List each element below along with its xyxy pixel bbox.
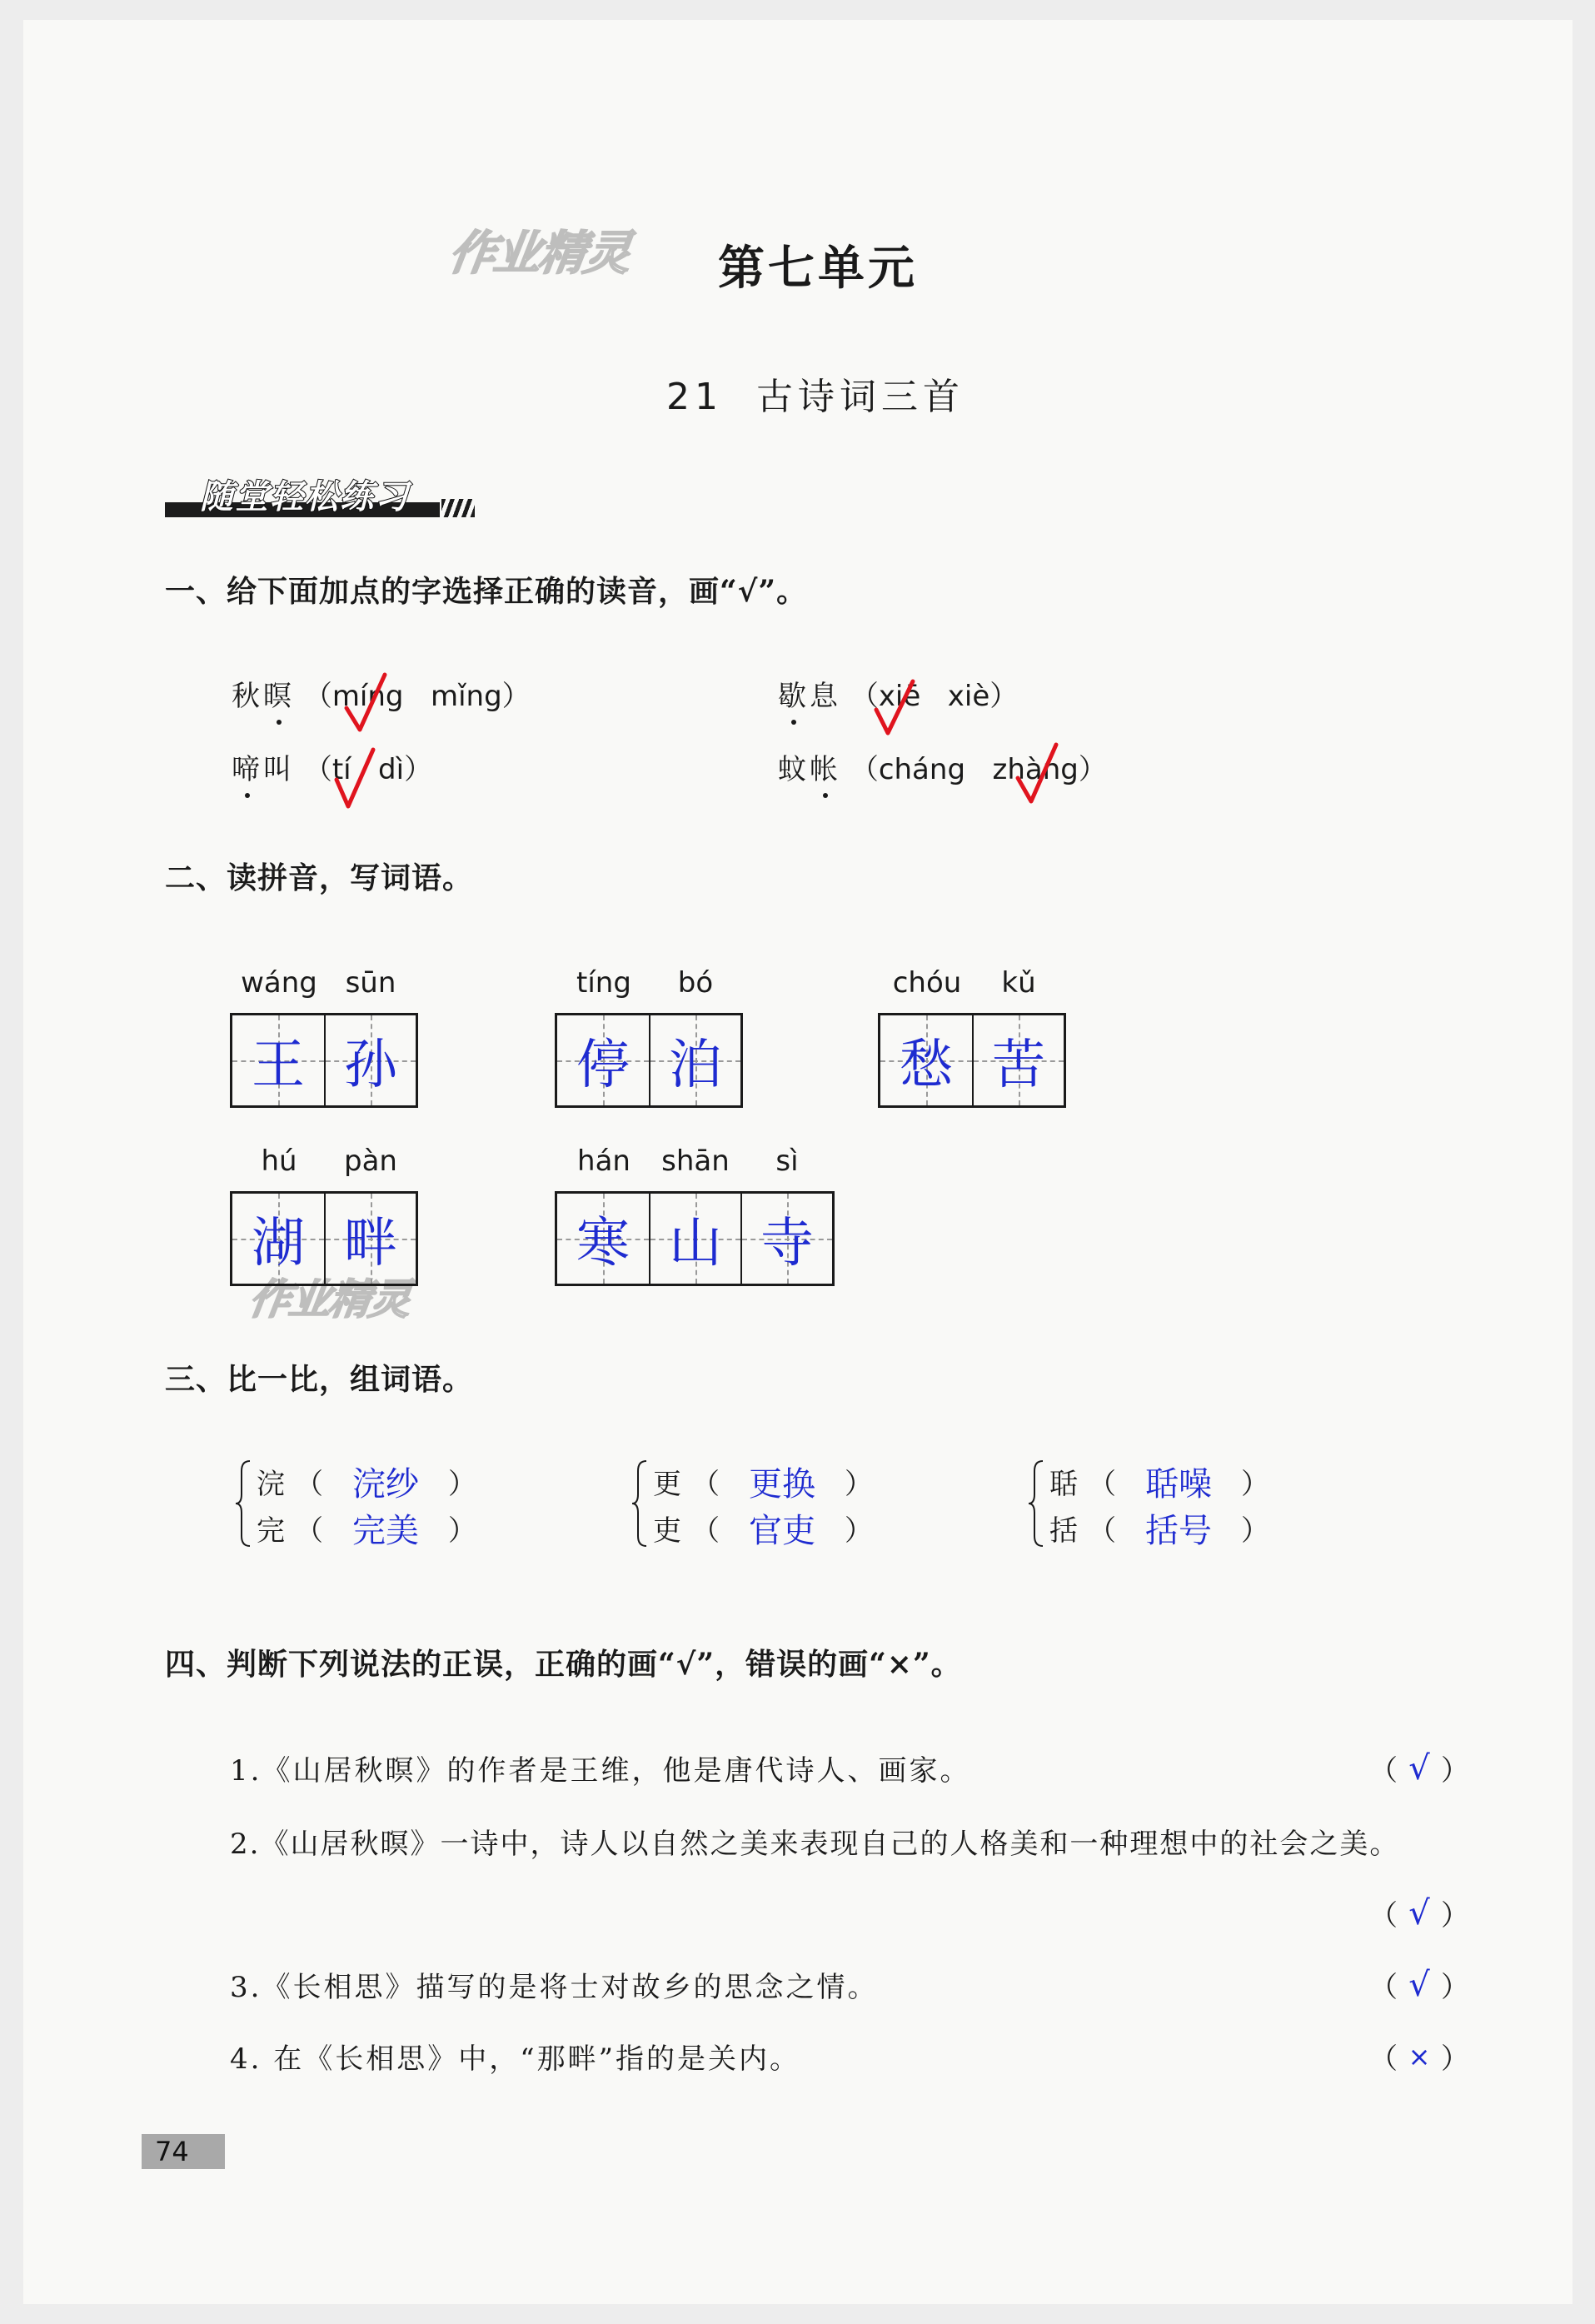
character-cell[interactable]: 孙 [324,1015,416,1105]
character-cell[interactable]: 山 [649,1194,740,1284]
character-cell[interactable]: 泊 [649,1015,740,1105]
compare-group [1028,1458,1311,1549]
character-cell[interactable]: 湖 [232,1194,324,1284]
pinyin-label: chóu [892,966,962,1000]
character-cell[interactable]: 寒 [557,1194,649,1284]
character-cell[interactable]: 王 [232,1015,324,1105]
character-cell[interactable]: 畔 [324,1194,416,1284]
watermark-middle: 作业精灵 [246,1275,413,1324]
brace-icon [631,1459,650,1548]
option-1a[interactable]: míng [331,680,404,713]
answer-mark: √ [1408,1748,1430,1788]
option-1b[interactable]: mǐng [430,680,502,713]
pinyin-label: sūn [345,966,396,1000]
pinyin-label: shān [661,1145,730,1178]
character-grid [230,1191,418,1286]
unit-title: 第七单元 [718,241,918,296]
option-4a[interactable]: cháng [878,753,966,786]
character-cell[interactable]: 苦 [972,1015,1064,1105]
character-cell[interactable]: 寺 [740,1194,832,1284]
pinyin-choice-4: 蚊帐 （cháng zhàng） [778,753,1107,786]
compare-row: 更 （ 更换 ） [653,1458,873,1505]
option-3a[interactable]: tí [331,753,351,786]
pinyin-choice-1: 秋暝 （míng mǐng） [232,680,531,713]
pinyin-row [558,966,746,1000]
pinyin-row [233,1145,421,1178]
answer-mark: √ [1408,1965,1430,2004]
pinyin-label: kǔ [1001,966,1036,1000]
pinyin-row [558,1145,838,1178]
section-banner [165,471,473,521]
judge-answer-2[interactable]: （ √ ） [1369,1893,1469,1933]
option-2b[interactable]: xiè [947,680,990,713]
answer-mark: × [1408,2040,1431,2072]
character-grid [878,1013,1066,1108]
statement-2: 2.《山居秋暝》一诗中，诗人以自然之美来表现自己的人格美和一种理想中的社会之美。 [230,1828,1400,1861]
answer-word[interactable]: 聒噪 [1145,1465,1212,1504]
answer-word[interactable]: 完美 [352,1512,419,1550]
pinyin-label: sì [775,1145,799,1178]
pinyin-label: bó [677,966,714,1000]
question-1-title: 一、给下面加点的字选择正确的读音，画“√”。 [165,574,808,609]
answer-word[interactable]: 官吏 [749,1512,815,1550]
judge-answer-1[interactable]: （ √ ） [1369,1748,1469,1788]
pinyin-label: hú [261,1145,297,1178]
question-4-title: 四、判断下列说法的正误，正确的画“√”，错误的画“×”。 [165,1647,962,1682]
answer-mark: √ [1408,1893,1430,1933]
character-cell[interactable]: 愁 [880,1015,972,1105]
character-cell[interactable]: 停 [557,1015,649,1105]
statement-1: 1.《山居秋暝》的作者是王维，他是唐代诗人、画家。 [230,1754,971,1788]
pinyin-label: pàn [344,1145,397,1178]
judge-answer-4[interactable]: （ × ） [1369,2040,1469,2076]
question-2-title: 二、读拼音，写词语。 [165,860,474,895]
compare-row: 浣 （ 浣纱 ） [257,1458,476,1505]
option-4b[interactable]: zhàng [992,753,1079,786]
pinyin-label: tíng [576,966,631,1000]
compare-row: 括 （ 括号 ） [1049,1504,1269,1552]
option-2a[interactable]: xiē [878,680,921,713]
compare-group [235,1458,518,1549]
character-grid [555,1013,743,1108]
question-3-title: 三、比一比，组词语。 [165,1362,474,1397]
pinyin-choice-3: 啼叫 （tí dì） [232,753,433,786]
compare-row: 聒 （ 聒噪 ） [1049,1458,1269,1505]
compare-row: 完 （ 完美 ） [257,1504,476,1552]
pinyin-row [881,966,1069,1000]
pinyin-row [233,966,421,1000]
statement-3: 3.《长相思》描写的是将士对故乡的思念之情。 [230,1971,879,2004]
option-3b[interactable]: dì [378,753,405,786]
section-banner-label: 随堂轻松练习 [200,478,410,516]
answer-word[interactable]: 更换 [749,1465,815,1504]
brace-icon [235,1459,253,1548]
judge-answer-3[interactable]: （ √ ） [1369,1965,1469,2004]
answer-word[interactable]: 浣纱 [352,1465,419,1504]
pinyin-label: hán [577,1145,631,1178]
compare-row: 吏 （ 官吏 ） [653,1504,873,1552]
compare-group [631,1458,915,1549]
brace-icon [1028,1459,1046,1548]
character-grid [230,1013,418,1108]
pinyin-label: wáng [241,966,317,1000]
lesson-title: 21 古诗词三首 [666,376,964,418]
page-number: 74 [142,2134,225,2169]
watermark-top: 作业精灵 [445,227,633,281]
pinyin-choice-2: 歇息 （xiē xiè） [778,680,1019,713]
answer-word[interactable]: 括号 [1145,1512,1212,1550]
character-grid [555,1191,835,1286]
statement-4: 4. 在《长相思》中，“那畔”指的是关内。 [230,2042,801,2076]
